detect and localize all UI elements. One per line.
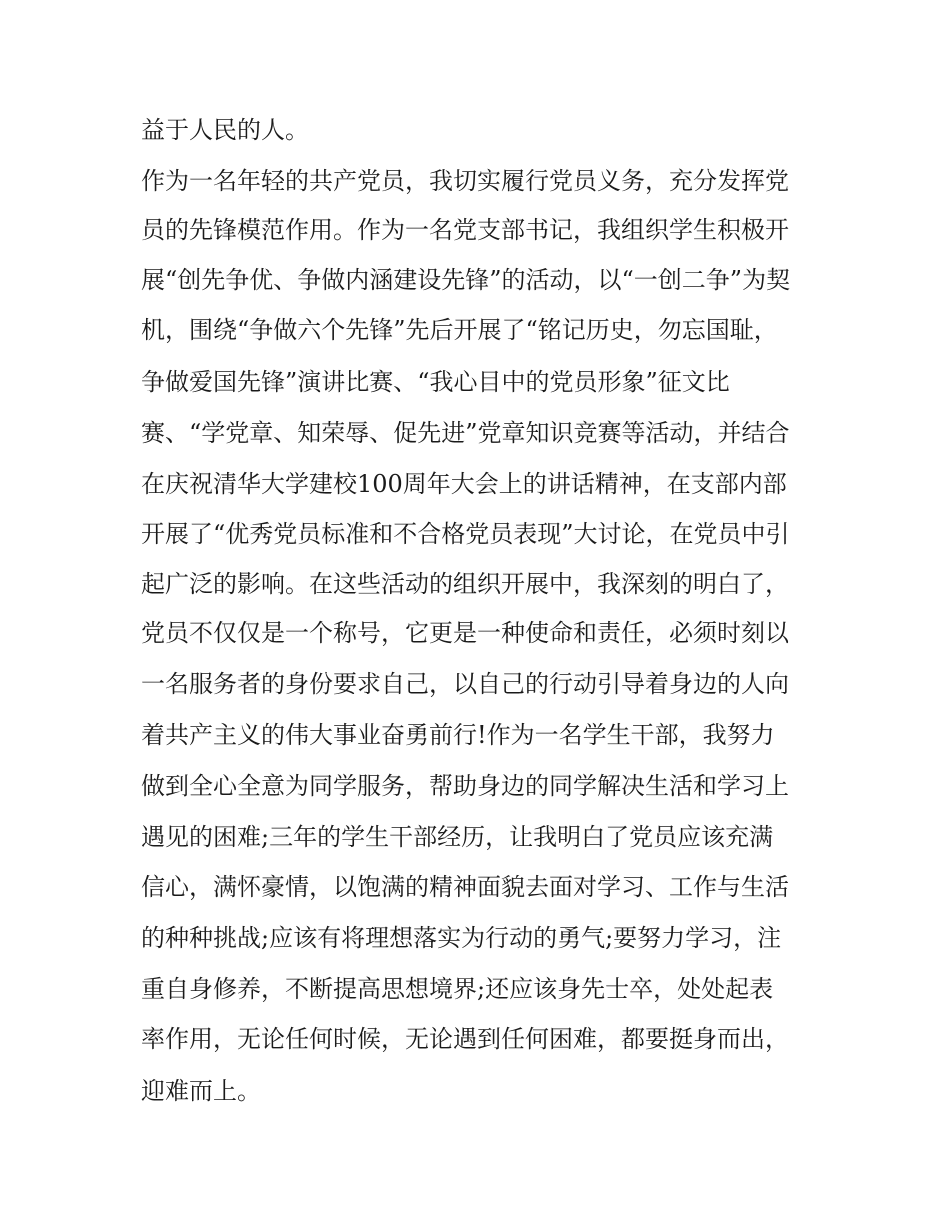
text-line: 员的先锋模范作用。作为一名党支部书记，我组织学生积极开 <box>141 216 789 244</box>
text-line: 做到全心全意为同学服务，帮助身边的同学解决生活和学习上 <box>141 772 789 800</box>
text-line: 赛、“学党章、知荣辱、促先进”党章知识竞赛等活动，并结合 <box>141 419 790 447</box>
text-line: 遇见的困难;三年的学生干部经历，让我明白了党员应该充满 <box>141 823 774 851</box>
text-line: 作为一名年轻的共产党员，我切实履行党员义务，充分发挥党 <box>141 167 789 195</box>
text-line: 着共产主义的伟大事业奋勇前行!作为一名学生干部，我努力 <box>141 721 775 749</box>
text-line: 争做爱国先锋”演讲比赛、“我心目中的党员形象”征文比 <box>141 368 730 396</box>
text-line: 的种种挑战;应该有将理想落实为行动的勇气;要努力学习，注 <box>141 924 782 952</box>
text-line: 在庆祝清华大学建校100周年大会上的讲话精神，在支部内部 <box>141 470 787 498</box>
text-line: 展“创先争优、争做内涵建设先锋”的活动，以“一创二争”为契 <box>141 266 791 294</box>
text-line: 开展了“优秀党员标准和不合格党员表现”大讨论，在党员中引 <box>141 520 790 548</box>
text-line: 益于人民的人。 <box>141 116 309 144</box>
text-line: 重自身修养，不断提高思想境界;还应该身先士卒，处处起表 <box>141 975 774 1003</box>
text-line: 率作用，无论任何时候，无论遇到任何困难，都要挺身而出， <box>141 1025 789 1053</box>
text-line: 机，围绕“争做六个先锋”先后开展了“铭记历史，勿忘国耻， <box>141 316 778 344</box>
text-line: 起广泛的影响。在这些活动的组织开展中，我深刻的明白了， <box>141 570 789 598</box>
text-line: 迎难而上。 <box>141 1077 261 1105</box>
text-line: 一名服务者的身份要求自己，以自己的行动引导着身边的人向 <box>141 670 789 698</box>
text-line: 党员不仅仅是一个称号，它更是一种使命和责任，必须时刻以 <box>141 619 789 647</box>
text-line: 信心，满怀豪情，以饱满的精神面貌去面对学习、工作与生活 <box>141 873 789 901</box>
